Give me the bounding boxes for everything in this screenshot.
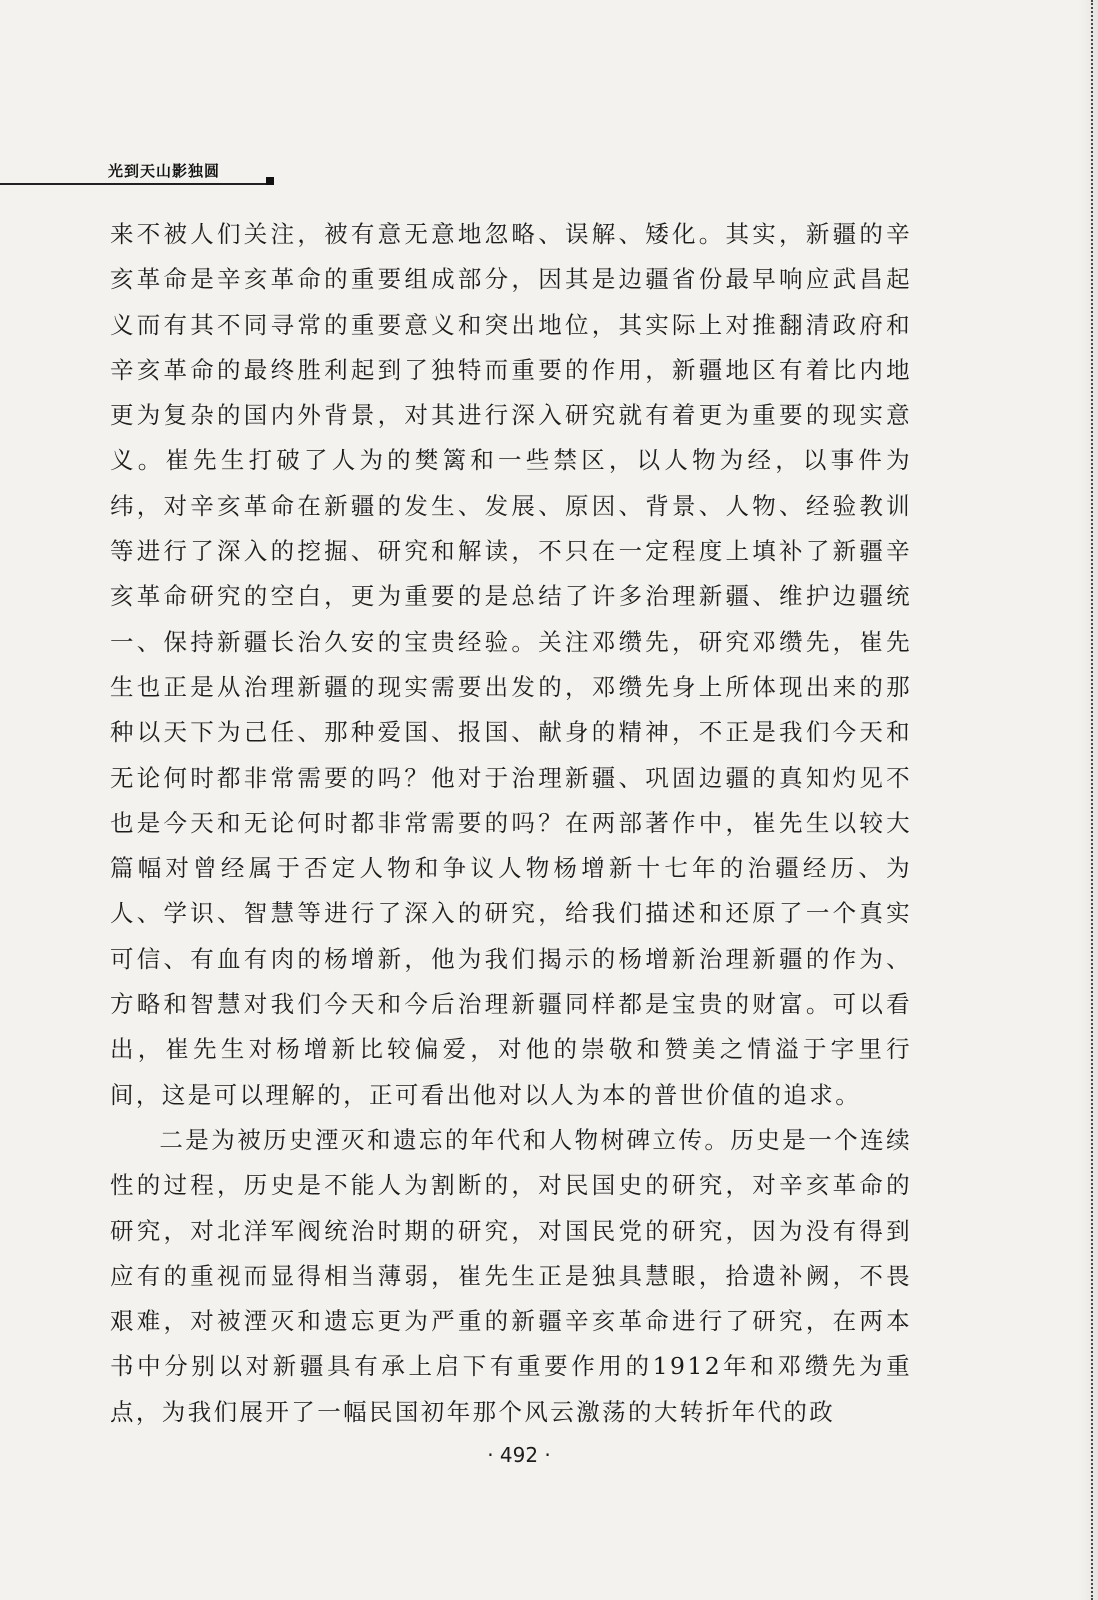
header-square-mark [266,177,274,185]
paragraph-2: 二是为被历史湮灭和遗忘的年代和人物树碑立传。历史是一个连续性的过程，历史是不能人为割断的，对民国史的研究，对辛亥革命的研究，对北洋军阀统治时期的研究，对国民党的研究，因为没有得到应有的重视而显得相当薄弱，崔先生正是独具慧眼，拾遗补阙，不畏艰难，对被湮灭和遗忘更为严重的新疆辛亥革命进行了研究，在两本书中分别以对新疆具有承上启下有重要作用的1912年和邓缵先为重点，为我们展开了一幅民国初年那个风云激荡的大转折年代的政 [110,1125,912,1426]
running-header [0,158,275,188]
page-edge [1078,0,1098,1600]
header-rule [0,183,266,185]
paragraph-1: 来不被人们关注，被有意无意地忽略、误解、矮化。其实，新疆的辛亥革命是辛亥革命的重要组成部分，因其是边疆省份最早响应武昌起义而有其不同寻常的重要意义和突出地位，其实际上对推翻清政府和辛亥革命的最终胜利起到了独特而重要的作用，新疆地区有着比内地更为复杂的国内外背景，对其进行深入研究就有着更为重要的现实意义。崔先生打破了人为的樊篱和一些禁区，以人物为经，以事件为纬，对辛亥革命在新疆的发生、发展、原因、背景、人物、经验教训等进行了深入的挖掘、研究和解读，不只在一定程度上填补了新疆辛亥革命研究的空白，更为重要的是总结了许多治理新疆、维护边疆统一、保持新疆长治久安的宝贵经验。关注邓缵先，研究邓缵先，崔先生也正是从治理新疆的现实需要出发的，邓缵先身上所体现出来的那种以天下为己任、那种爱国、报国、献身的精神，不正是我们今天和无论何时都非常需要的吗？他对于治理新疆、巩固边疆的真知灼见不也是今天和无论何时都非常需要的吗？在两部著作中，崔先生以较大篇幅对曾经属于否定人物和争议人物杨增新十七年的治疆经历、为人、学识、智慧等进行了深入的研究，给我们描述和还原了一个真实可信、有血有肉的杨增新，他为我们揭示的杨增新治理新疆的作为、方略和智慧对我们今天和今后治理新疆同样都是宝贵的财富。可以看出，崔先生对杨增新比较偏爱，对他的崇敬和赞美之情溢于字里行间，这是可以理解的，正可看出他对以人为本的普世价值的追求。 [110,220,912,1109]
running-title: 光到天山影独圆 [108,162,221,180]
body-text [110,212,912,1435]
page-number: · 492 · [487,1443,551,1467]
